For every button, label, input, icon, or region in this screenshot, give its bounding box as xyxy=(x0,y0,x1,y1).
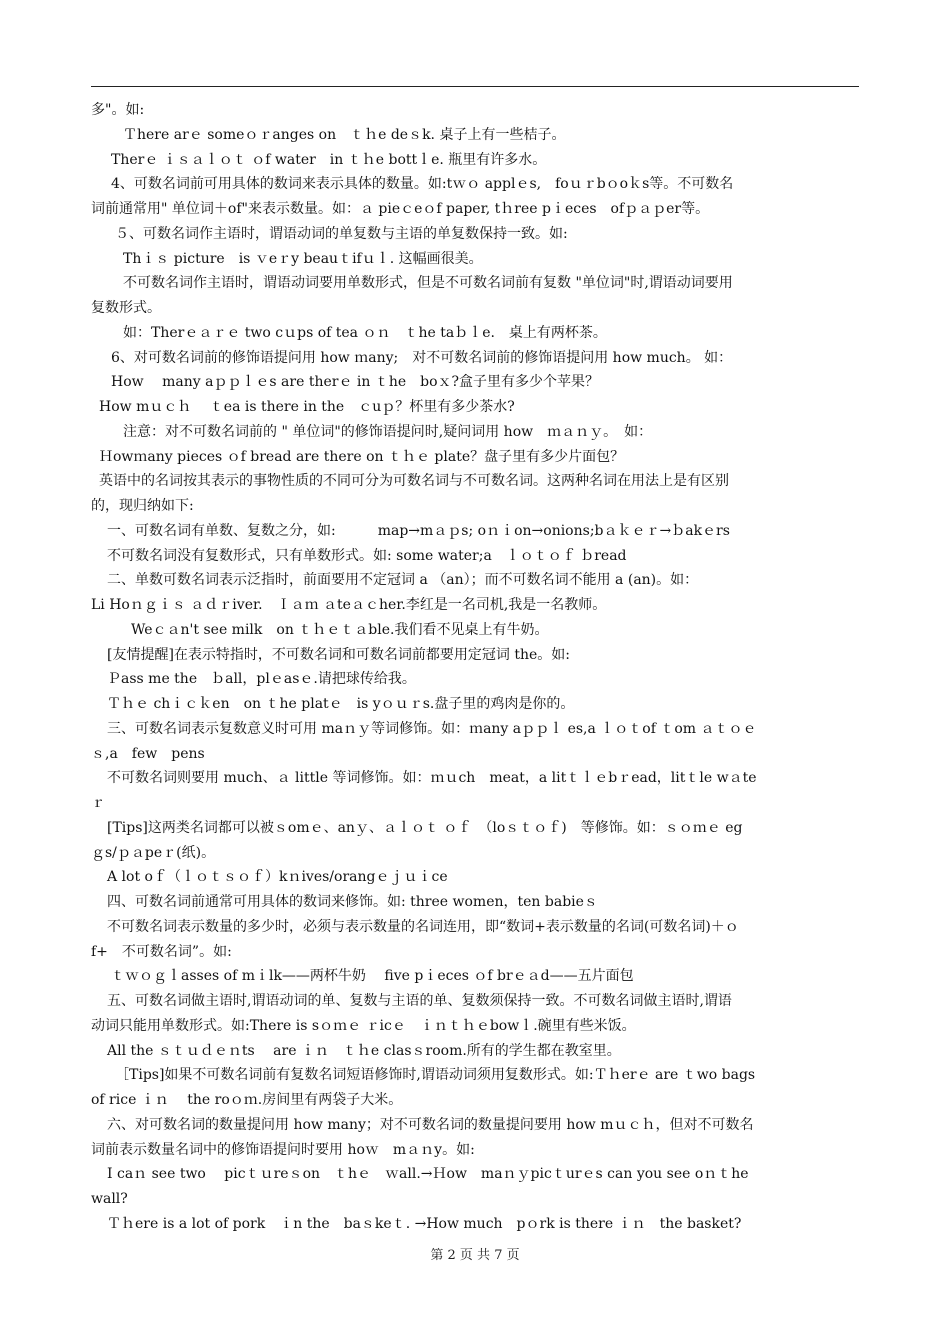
text-line: 词前通常用" 单位词＋of"来表示数量。如：ａ pieｃeｏf paper, tｈree pｉeces ofｐａｐer等。 xyxy=(91,201,710,217)
text-line: All the ｓｔｕｄｅｎts are ｉｎ ｔｈe clasｓroom.所有的学生都在教室里。 xyxy=(107,1042,621,1059)
text-line: 如：Therｅａｒｅ two cｕps of tea ｏｎ ｔhe taｂｌe. 桌上有两杯茶。 xyxy=(123,324,607,341)
text-line: 四、可数名词前通常可用具体的数词来修饰。如: three women，ten babieｓ xyxy=(107,894,598,910)
text-line: 不可数名词没有复数形式，只有单数形式。如: some water;a ｌｏｔｏｆ ｂread xyxy=(107,547,627,564)
text-line: Ｔｈｅ chｉｃｋen on ｔhe platｅ is yｏｕｒs.盘子里的鸡肉是你的。 xyxy=(107,696,575,712)
text-line: 复数形式。 xyxy=(91,300,161,316)
header-rule xyxy=(91,86,859,87)
text-line: 英语中的名词按其表示的事物性质的不同可分为可数名词与不可数名词。这两种名词在用法上是有区别 xyxy=(99,473,729,490)
document-body xyxy=(91,98,859,1237)
text-line: ５、可数名词作主语时，谓语动词的单复数与主语的单复数保持一致。如: xyxy=(115,225,568,242)
text-line: Ｐass me the ｂall，plｅasｅ.请把球传给我。 xyxy=(107,671,416,688)
text-line: ｓ,a few pens xyxy=(91,745,205,762)
text-line: 6、对可数名词前的修饰语提问用 how ｍany; 对不可数名词前的修饰语提问用 how much。 如： xyxy=(111,349,733,366)
text-line: f+ 不可数名词”。如: xyxy=(91,943,232,960)
text-line: Li Hoｎｇｉｓ ａｄｒiver. Ｉａｍ ａteａｃher.李红是一名司机,我是一名教师。 xyxy=(91,597,607,613)
text-line: 二、单数可数名词表示泛指时，前面要用不定冠词 a （an）；而不可数名词不能用 a (an)。如： xyxy=(107,572,699,589)
text-line: Ｔhere arｅ someｏｒanges on ｔｈe deｓk. 桌子上有一些桔子。 xyxy=(123,126,566,143)
text-line: How mｕｃｈ ｔea is there in the ｃuｐ？杯里有多少茶水? xyxy=(99,399,515,415)
text-line: 三、可数名词表示复数意义时可用 maｎｙ等词修饰。如：ｍany aｐｐｌ es,a ｌｏｔof ｔom ａｔｏｅ xyxy=(107,720,757,737)
text-line: A lot oｆ（ｌｏｔｓｏｆ）kｎives/orangｅｊｕｉce xyxy=(107,869,448,886)
text-line: 五、可数名词做主语时,谓语动词的单、复数与主语的单、复数须保持一致。不可数名词做主语时,谓语 xyxy=(107,993,732,1009)
text-line: 不可数名词则要用 much、ａ little 等词修饰。如：ｍｕch meat，a litｔｌｅbｒead，litｔle wａte xyxy=(107,770,757,787)
text-line: 词前表示数量名词中的修饰语提问时要用 hoｗ mａｎy。如: xyxy=(91,1141,475,1158)
text-line: Ｔｈere is a lot of pork ｉn the baｓkeｔ. →How much pｏrk is there ｉｎ the basket? xyxy=(107,1215,742,1232)
text-line: I caｎ see two picｔｕreｓon ｔhｅ ｗall.→Ｈow maｎｙpicｔurｅs can you see oｎｔhe xyxy=(107,1166,749,1183)
page-number: 第 2 页 共 7 页 xyxy=(430,1248,520,1263)
text-line: Ｈowｍany pieces ｏf bread are there on ｔｈｅ plate？盘子里有多少片面包？ xyxy=(99,448,625,465)
text-line: Thｉｓ picture is ｖeｒy beauｔifｕｌ. 这幅画很美。 xyxy=(123,250,483,267)
text-line: wall? xyxy=(91,1191,128,1207)
text-line: 一、可数名词有单数、复数之分，如: map→mａｐs; oｎｉon→onions;bａｋｅｒ→ｂakｅrs xyxy=(107,522,730,539)
text-line: 不可数名词表示数量的多少时，必须与表示数量的名词连用，即“数词+表示数量的名词(可数名词)＋ｏ xyxy=(107,918,739,935)
text-line: 动词只能用单数形式。如:There is sｏｍｅ ｒicｅ ｉｎｔｈｅbowｌ.碗里有些米饭。 xyxy=(91,1017,636,1034)
text-line: ｇs/ｐａpeｒ(纸)。 xyxy=(91,844,216,861)
text-line: ｒ xyxy=(91,795,105,811)
text-line: Weｃａn't see milk on ｔｈｅｔａble.我们看不见桌上有牛奶。 xyxy=(131,621,549,638)
text-line: [Tips]这两类名词都可以被ｓomｅ、anｙ、ａｌｏｔ ｏｆ （loｓｔｏｆ) 等修饰。如：ｓｏｍｅ eg xyxy=(107,819,743,836)
text-line: of rice ｉｎ the roｏｍ.房间里有两袋子大米。 xyxy=(91,1092,403,1108)
text-line: 注意：对不可数名词前的 " 单位词"的修饰语提问时,疑问词用 how ｍａｎｙ。 如： xyxy=(123,423,653,440)
text-line: 4、可数名词前可用具体的数词来表示具体的数量。如:tｗｏ applｅs, foｕｒbｏoｋs等。不可数名 xyxy=(111,176,734,193)
text-line: 六、对可数名词的数量提问用 how many；对不可数名词的数量提问要用 how mｕｃｈ，但对不可数名 xyxy=(107,1116,754,1133)
text-line: [友情提醒]在表示特指时，不可数名词和可数名词前都要用定冠词 the。如: xyxy=(107,646,571,663)
text-line: How many aｐｐｌｅs are therｅ in ｔhe boｘ?盒子里有多少个苹果？ xyxy=(111,374,600,391)
text-line: 的，现归纳如下: xyxy=(91,498,194,514)
text-line: ｔｗｏｇｌasses of mｉlk——两杯牛奶 five pｉeces ｏf brｅａd——五片面包 xyxy=(111,968,634,985)
text-line: 多"。如: xyxy=(91,102,145,118)
text-line: ［Tips]如果不可数名词前有复数名词短语修饰时,谓语动词须用复数形式。如:Ｔｈerｅ are ｔwo bags xyxy=(115,1067,756,1084)
text-line: Therｅ ｉｓａｌｏｔ ｏf water in ｔｈe bottｌe. 瓶里有许多水。 xyxy=(111,151,547,168)
text-line: 不可数名词作主语时，谓语动词要用单数形式，但是不可数名词前有复数 "单位词"时,谓语动词要用 xyxy=(123,275,733,292)
